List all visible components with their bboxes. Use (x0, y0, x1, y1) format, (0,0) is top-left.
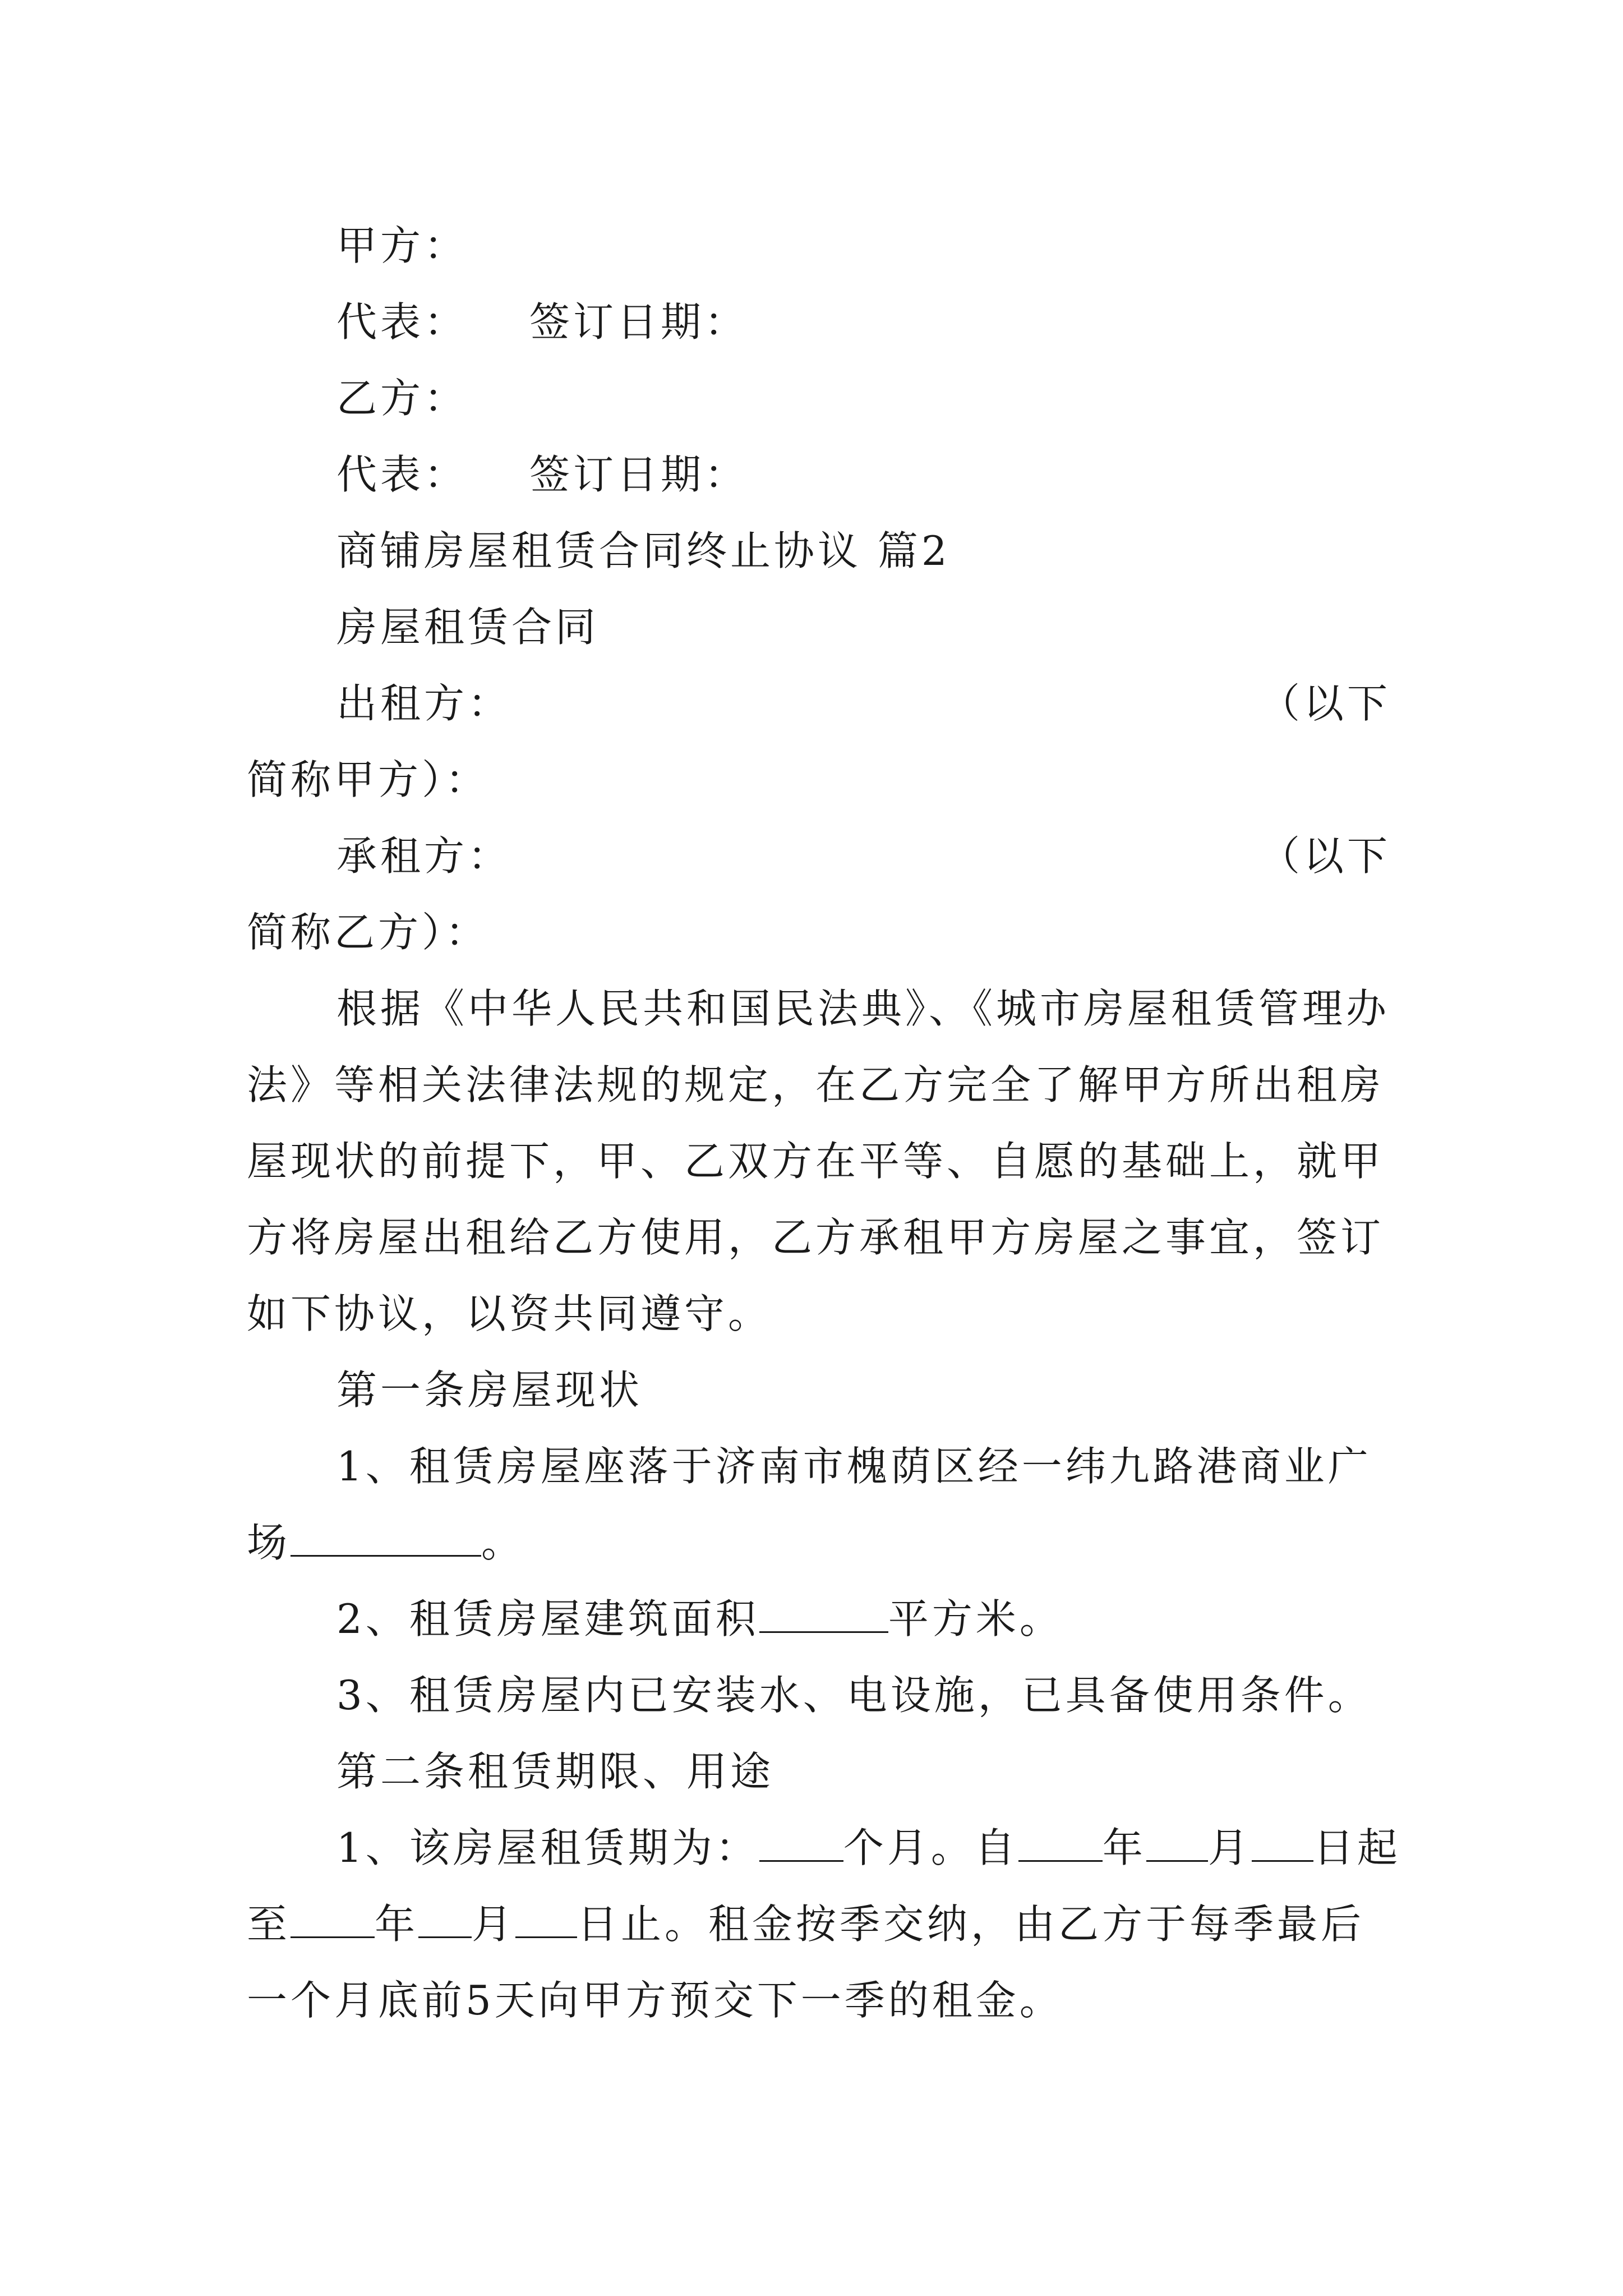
article1-item1-line2 (247, 1504, 1391, 1581)
article1-item3: 3、租赁房屋内已安装水、电设施，已具备使用条件。 (336, 1672, 1372, 1719)
preamble-line-2: 法》等相关法律法规的规定，在乙方完全了解甲方所出租房 (247, 1061, 1385, 1108)
article1-title: 第一条房屋现状 (336, 1366, 643, 1414)
party-a-line (247, 208, 1391, 284)
preamble-line-4: 方将房屋出租给乙方使用，乙方承租甲方房屋之事宜，签订 (247, 1214, 1385, 1261)
lessor-line (247, 665, 1391, 742)
section-heading: 商铺房屋租赁合同终止协议 篇2 (336, 527, 951, 574)
party-b-label: 乙方： (336, 375, 468, 422)
end-year-blank (291, 1904, 375, 1938)
lessee-label: 承租方： (336, 832, 512, 880)
rep-b-label: 代表： (336, 451, 468, 498)
rep-b-line (247, 436, 1391, 513)
article2-item1-line1 (247, 1810, 1401, 1886)
party-b-line (247, 360, 1391, 436)
article1-item2 (247, 1581, 1391, 1657)
start-year-label: 年 (1102, 1824, 1146, 1871)
term-label: 1、该房屋租赁期为： (336, 1824, 759, 1871)
contract-title: 房屋租赁合同 (336, 604, 600, 651)
article2-item1-line3: 一个月底前5天向甲方预交下一季的租金。 (247, 1977, 1063, 2024)
lessor-label: 出租方： (336, 680, 512, 727)
rep-a-label: 代表： (336, 298, 468, 346)
article1-item1-line1: 1、租赁房屋座落于济南市槐荫区经一纬九路港商业广 (336, 1443, 1372, 1490)
article2-title: 第二条租赁期限、用途 (336, 1748, 774, 1795)
end-day-label: 日止。租金按季交纳，由乙方于每季最后 (577, 1901, 1365, 1948)
start-month-label: 月 (1207, 1824, 1252, 1871)
article1-item2-prefix: 2、租赁房屋建筑面积 (336, 1595, 759, 1642)
article2-item1-line2 (247, 1886, 1391, 1962)
rep-a-line (247, 284, 1391, 360)
document-body (247, 208, 1401, 2039)
preamble-line-1: 根据《中华人民共和国民法典》、《城市房屋租赁管理办 (336, 985, 1390, 1032)
article1-item2-suffix: 平方米。 (888, 1595, 1063, 1642)
lessor-abbr-start: （以下 (1259, 680, 1391, 727)
lessee-abbr-start: （以下 (1259, 832, 1391, 880)
article1-item1-suffix: 。 (481, 1519, 525, 1566)
date-a-label: 签订日期： (529, 298, 749, 346)
preamble-line-5: 如下协议，以资共同遵守。 (247, 1290, 772, 1337)
date-b-label: 签订日期： (529, 451, 749, 498)
lessee-abbr-end: 简称乙方）： (247, 909, 490, 956)
start-day-label: 日起 (1313, 1824, 1401, 1871)
party-a-label: 甲方： (336, 222, 468, 269)
end-month-blank (418, 1904, 472, 1938)
start-year-blank (1018, 1828, 1103, 1862)
end-day-blank (515, 1904, 577, 1938)
start-month-blank (1146, 1828, 1208, 1862)
article1-item1-prefix: 场 (247, 1519, 291, 1566)
end-month-label: 月 (472, 1901, 516, 1948)
months-blank (759, 1828, 843, 1862)
term-from-label: 个月。自 (843, 1824, 1018, 1871)
location-blank (291, 1522, 481, 1557)
end-year-label: 年 (375, 1901, 419, 1948)
preamble-line-3: 屋现状的前提下，甲、乙双方在平等、自愿的基础上，就甲 (247, 1138, 1385, 1185)
term-to-label: 至 (247, 1901, 291, 1948)
lessor-abbr-end: 简称甲方）： (247, 756, 490, 803)
area-blank (759, 1599, 888, 1633)
start-day-blank (1252, 1828, 1313, 1862)
lessee-line (247, 818, 1391, 894)
